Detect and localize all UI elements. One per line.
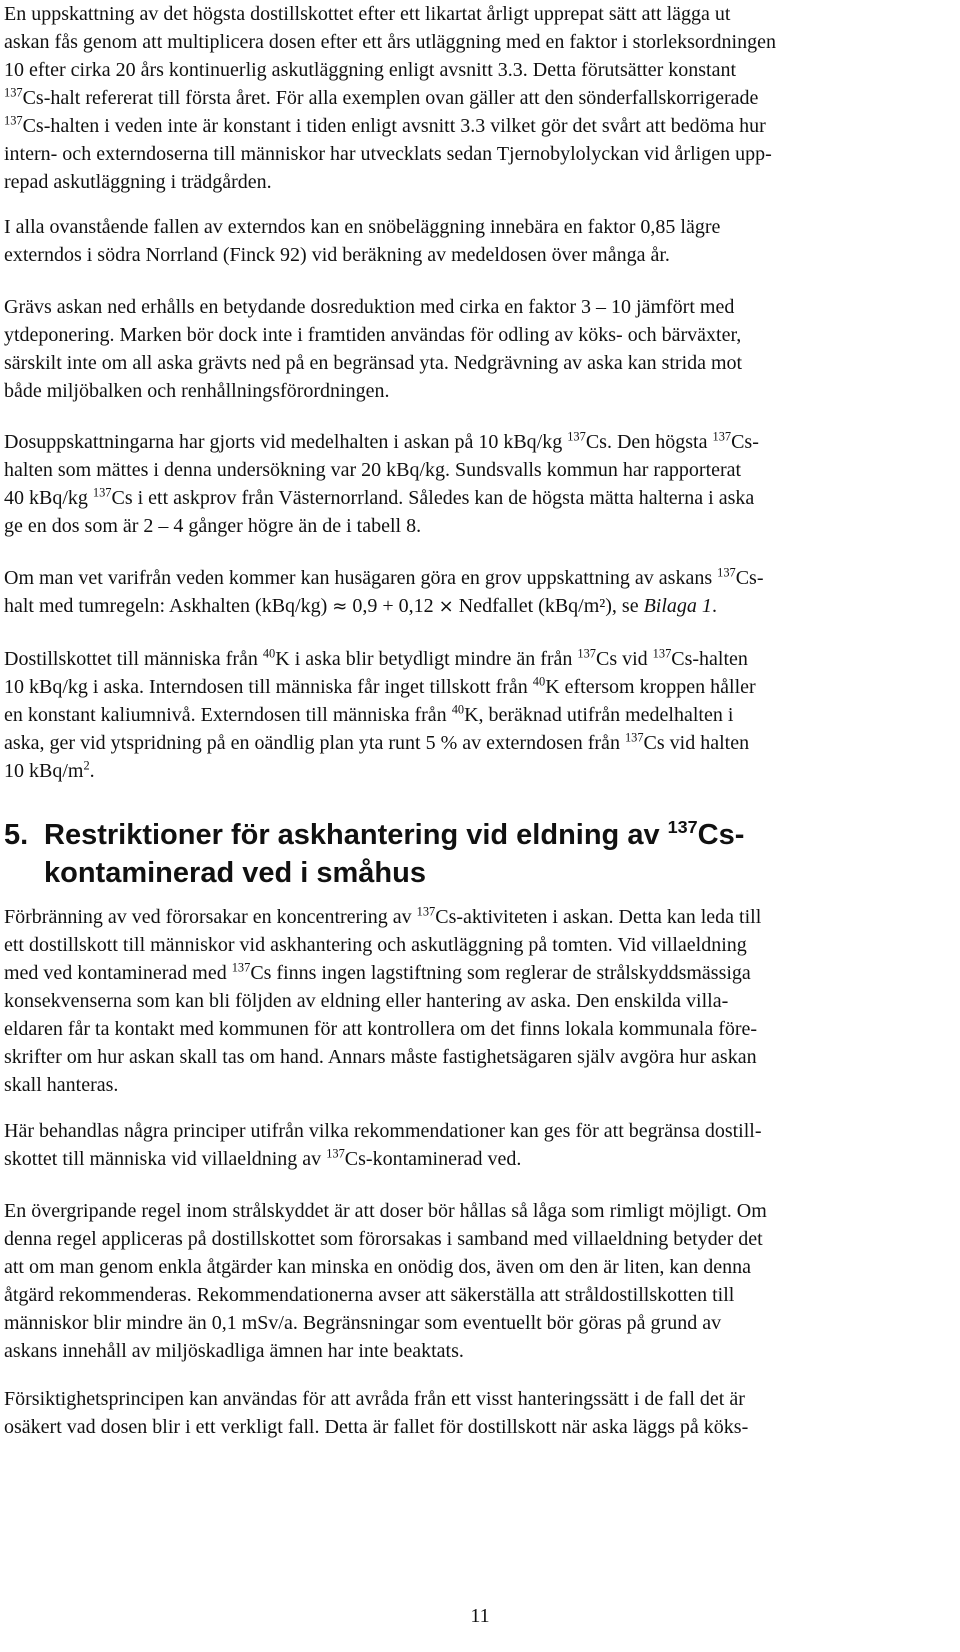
text-line: askan fås genom att multiplicera dosen efter ett års utläggning med en faktor i storleksordningen	[4, 31, 776, 53]
superscript: 137	[624, 730, 644, 745]
text-line: skrifter om hur askan skall tas om hand. Annars måste fastighetsägaren själv avgöra hur askan	[4, 1046, 757, 1068]
text-line: osäkert vad dosen blir i ett verkligt fall. Detta är fallet för dostillskott när aska läggs på köks-	[4, 1416, 749, 1438]
text-line: ge en dos som är 2 – 4 gånger högre än de i tabell 8.	[4, 515, 422, 537]
text-line: eldaren får ta kontakt med kommunen för att kontrollera om det finns lokala kommunala före-	[4, 1018, 758, 1040]
text-line: att om man genom enkla åtgärder kan minska en onödig dos, även om den är liten, kan denna	[4, 1256, 752, 1278]
text-line: ett dostillskott till människor vid askhantering och askutläggning på tomten. Vid villaeldning	[4, 934, 747, 956]
math-symbol: ×	[438, 596, 454, 617]
section-heading	[4, 816, 744, 892]
text-line: 40 kBq/kg $^{137}$Cs i ett askprov från Västernorrland. Således kan de högsta mätta halterna i aska	[4, 485, 755, 509]
superscript: 40	[532, 674, 546, 689]
paragraph	[4, 428, 942, 540]
text-line: 10 kBq/kg i aska. Interndosen till människa får inget tillskott från $^{40}$K eftersom kroppen håller	[4, 674, 756, 698]
paragraph	[4, 0, 942, 196]
text-line: denna regel appliceras på dostillskottet som förorsakas i samband med villaeldning betyder det	[4, 1228, 763, 1250]
text-line: konsekvenserna som kan bli följden av eldning eller hantering av aska. Den enskilda villa-	[4, 990, 729, 1012]
superscript: 40	[451, 702, 465, 717]
paragraph	[4, 213, 942, 269]
text-line: med ved kontaminerad med $^{137}$Cs finns ingen lagstiftning som reglerar de strålskyddsmässiga	[4, 960, 751, 984]
text-line: Förbränning av ved förorsakar en koncentrering av $^{137}$Cs-aktiviteten i askan. Detta kan leda till	[4, 904, 762, 928]
superscript: 137	[652, 646, 672, 661]
text-line: Grävs askan ned erhålls en betydande dosreduktion med cirka en faktor 3 – 10 jämfört med	[4, 296, 735, 318]
superscript: 137	[712, 429, 732, 444]
text-line: repad askutläggning i trädgården.	[4, 171, 272, 193]
text-line: I alla ovanstående fallen av externdos kan en snöbeläggning innebära en faktor 0,85 lägre	[4, 216, 721, 238]
text-line: en konstant kaliumnivå. Externdosen till människa från $^{40}$K, beräknad utifrån medelhalten i	[4, 702, 734, 726]
page-number: 11	[470, 1605, 490, 1627]
text-line: externdos i södra Norrland (Finck 92) vid beräkning av medeldosen över många år.	[4, 244, 670, 266]
text-line: Dosuppskattningarna har gjorts vid medelhalten i askan på 10 kBq/kg $^{137}$Cs. Den högsta $^{137}$Cs-	[4, 429, 759, 453]
heading-line1: Restriktioner för askhantering vid eldning av $^{137}$Cs-	[44, 816, 745, 851]
superscript: 40	[262, 646, 276, 661]
text-line: ytdeponering. Marken bör dock inte i framtiden användas för odling av köks- och bärväxter,	[4, 324, 742, 346]
text-line: 10 kBq/$m^2$.	[4, 758, 95, 782]
superscript: 137	[567, 429, 586, 444]
text-line: halten som mättes i denna undersökning var 20 kBq/kg. Sundsvalls kommun har rapporterat	[4, 459, 742, 481]
paragraph	[4, 293, 942, 405]
text-line: Försiktighetsprincipen kan användas för att avråda från ett visst hanteringssätt i de fall det är	[4, 1388, 745, 1410]
superscript: 137	[416, 904, 436, 919]
text-line: halt med tumregeln: Askhalten (kBq/kg) ≈ 0,9 + 0,12 × Nedfallet (kBq/m²), se Bilaga 1.	[4, 595, 717, 617]
text-line: En uppskattning av det högsta dostillskottet efter ett likartat årligt upprepat sätt att lägga ut	[4, 3, 731, 25]
text-line: både miljöbalken och renhållningsförordningen.	[4, 380, 390, 402]
superscript: 137	[577, 646, 596, 661]
text-line: aska, ger vid ytspridning på en oändlig plan yta runt 5 % av externdosen från $^{137}$Cs vid halten	[4, 730, 750, 754]
paragraph	[4, 1117, 942, 1173]
math-symbol: ≈	[332, 596, 348, 617]
text-line: Om man vet varifrån veden kommer kan husägaren göra en grov uppskattning av askans $^{137}$Cs-	[4, 565, 764, 589]
text-line: skottet till människa vid villaeldning av $^{137}$Cs-kontaminerad ved.	[4, 1146, 522, 1170]
text-line: 10 efter cirka 20 års kontinuerlig askutläggning enligt avsnitt 3.3. Detta förutsätter konstant	[4, 59, 737, 81]
text-line: $^{137}$Cs-halten i veden inte är konstant i tiden enligt avsnitt 3.3 vilket gör det svårt att bedöma hur	[4, 113, 766, 137]
paragraph	[4, 564, 942, 621]
text-line: Här behandlas några principer utifrån vilka rekommendationer kan ges för att begränsa dostill-	[4, 1120, 762, 1142]
superscript: 137	[326, 1146, 345, 1161]
text-line: särskilt inte om all aska grävts ned på en begränsad yta. Nedgrävning av aska kan strida mot	[4, 352, 743, 374]
superscript: 137	[717, 565, 736, 580]
paragraph	[4, 645, 942, 785]
heading-line2: kontaminerad ved i småhus	[44, 857, 426, 889]
text-line: intern- och externdoserna till människor har utvecklats sedan Tjernobylolyckan vid årligen upp-	[4, 143, 772, 165]
text-line: åtgärd rekommenderas. Rekommendationerna avser att säkerställa att stråldostillskotten till	[4, 1284, 735, 1306]
text-line: människor blir mindre än 0,1 mSv/a. Begränsningar som eventuellt bör göras på grund av	[4, 1312, 722, 1334]
text-line: Dostillskottet till människa från $^{40}$K i aska blir betydligt mindre än från $^{137}$Cs vid $^{137}$Cs-halten	[4, 646, 748, 670]
italic-reference: Bilaga 1	[643, 595, 712, 617]
text-line: skall hanteras.	[4, 1074, 119, 1096]
paragraph	[4, 1197, 942, 1365]
superscript: 137	[4, 113, 23, 128]
superscript: 137	[92, 485, 112, 500]
section-number: 5.	[4, 819, 29, 851]
paragraph	[4, 1385, 942, 1441]
text-line: askans innehåll av miljöskadliga ämnen har inte beaktats.	[4, 1340, 464, 1362]
superscript: 2	[83, 758, 90, 773]
superscript: 137	[4, 85, 23, 100]
text-line: $^{137}$Cs-halt refererat till första året. För alla exemplen ovan gäller att den sönderfallskorrigerade	[4, 85, 759, 109]
paragraph	[4, 903, 942, 1099]
text-line: En övergripande regel inom strålskyddet är att doser bör hållas så låga som rimligt möjligt. Om	[4, 1200, 767, 1222]
superscript: 137	[231, 960, 251, 975]
